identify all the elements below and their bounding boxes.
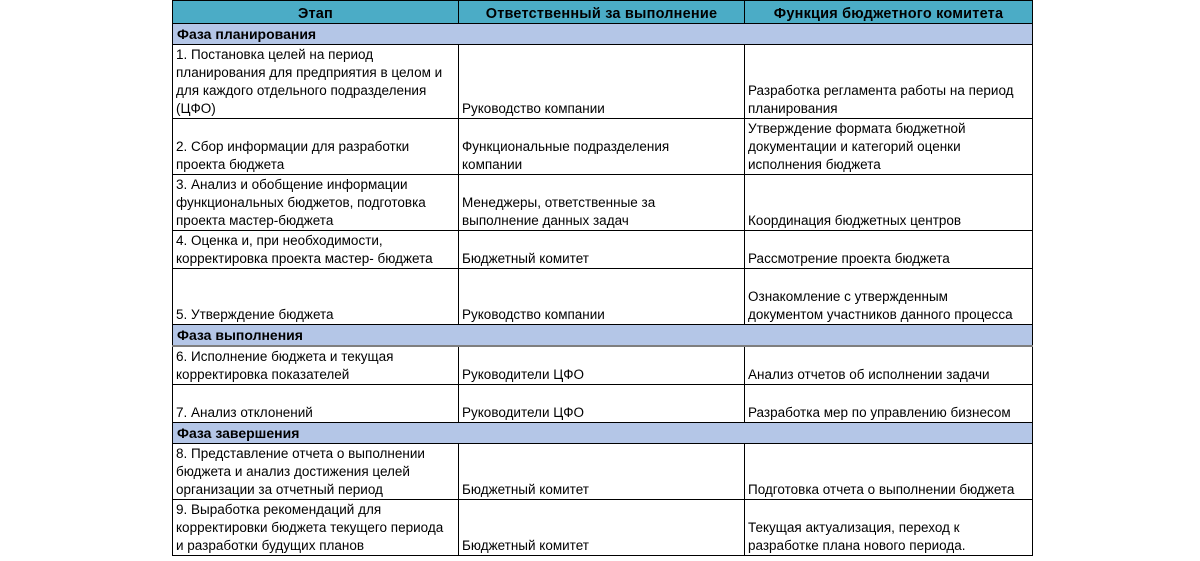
- stage-cell: 6. Исполнение бюджета и текущая корректировка показателей: [173, 346, 459, 384]
- responsible-cell: Менеджеры, ответственные за выполнение данных задач: [459, 175, 745, 231]
- header-stage: Этап: [173, 1, 459, 24]
- responsible-cell: Бюджетный комитет: [459, 443, 745, 499]
- phase-row-execution: [173, 325, 1033, 347]
- committee-function-cell: Координация бюджетных центров: [745, 175, 1033, 231]
- phase-row-planning: [173, 24, 1033, 45]
- committee-function-cell: Рассмотрение проекта бюджета: [745, 231, 1033, 269]
- table-row: [173, 499, 1033, 555]
- table-row: [173, 346, 1033, 384]
- phase-title: Фаза выполнения: [173, 325, 1033, 347]
- committee-function-cell: Разработка регламента работы на период планирования: [745, 45, 1033, 119]
- stage-cell: 1. Постановка целей на период планирования для предприятия в целом и для каждого отдельного подразделения (ЦФО): [173, 45, 459, 119]
- committee-function-cell: Разработка мер по управлению бизнесом: [745, 384, 1033, 422]
- table-row: [173, 175, 1033, 231]
- committee-function-cell: Утверждение формата бюджетной документации и категорий оценки исполнения бюджета: [745, 119, 1033, 175]
- responsible-cell: Руководство компании: [459, 269, 745, 325]
- responsible-cell: Руководители ЦФО: [459, 384, 745, 422]
- table-row: [173, 269, 1033, 325]
- stage-cell: 5. Утверждение бюджета: [173, 269, 459, 325]
- stage-cell: 8. Представление отчета о выполнении бюджета и анализ достижения целей организации за отчетный период: [173, 443, 459, 499]
- stage-cell: 9. Выработка рекомендаций для корректировки бюджета текущего периода и разработки будущих планов: [173, 499, 459, 555]
- budget-process-table: [172, 0, 1033, 556]
- stage-cell: 4. Оценка и, при необходимости, корректировка проекта мастер- бюджета: [173, 231, 459, 269]
- committee-function-cell: Текущая актуализация, переход к разработке плана нового периода.: [745, 499, 1033, 555]
- header-row: [173, 1, 1033, 24]
- table-row: [173, 45, 1033, 119]
- committee-function-cell: Ознакомление с утвержденным документом участников данного процесса: [745, 269, 1033, 325]
- table-row: [173, 119, 1033, 175]
- table-row: [173, 443, 1033, 499]
- committee-function-cell: Анализ отчетов об исполнении задачи: [745, 346, 1033, 384]
- stage-cell: 3. Анализ и обобщение информации функциональных бюджетов, подготовка проекта мастер-бюджета: [173, 175, 459, 231]
- phase-row-completion: [173, 422, 1033, 443]
- responsible-cell: Бюджетный комитет: [459, 499, 745, 555]
- table-row: [173, 231, 1033, 269]
- responsible-cell: Руководители ЦФО: [459, 346, 745, 384]
- responsible-cell: Руководство компании: [459, 45, 745, 119]
- committee-function-cell: Подготовка отчета о выполнении бюджета: [745, 443, 1033, 499]
- header-responsible: Ответственный за выполнение: [459, 1, 745, 24]
- phase-title: Фаза планирования: [173, 24, 1033, 45]
- stage-cell: 7. Анализ отклонений: [173, 384, 459, 422]
- header-committee-function: Функция бюджетного комитета: [745, 1, 1033, 24]
- responsible-cell: Бюджетный комитет: [459, 231, 745, 269]
- phase-title: Фаза завершения: [173, 422, 1033, 443]
- stage-cell: 2. Сбор информации для разработки проекта бюджета: [173, 119, 459, 175]
- responsible-cell: Функциональные подразделения компании: [459, 119, 745, 175]
- table-row: [173, 384, 1033, 422]
